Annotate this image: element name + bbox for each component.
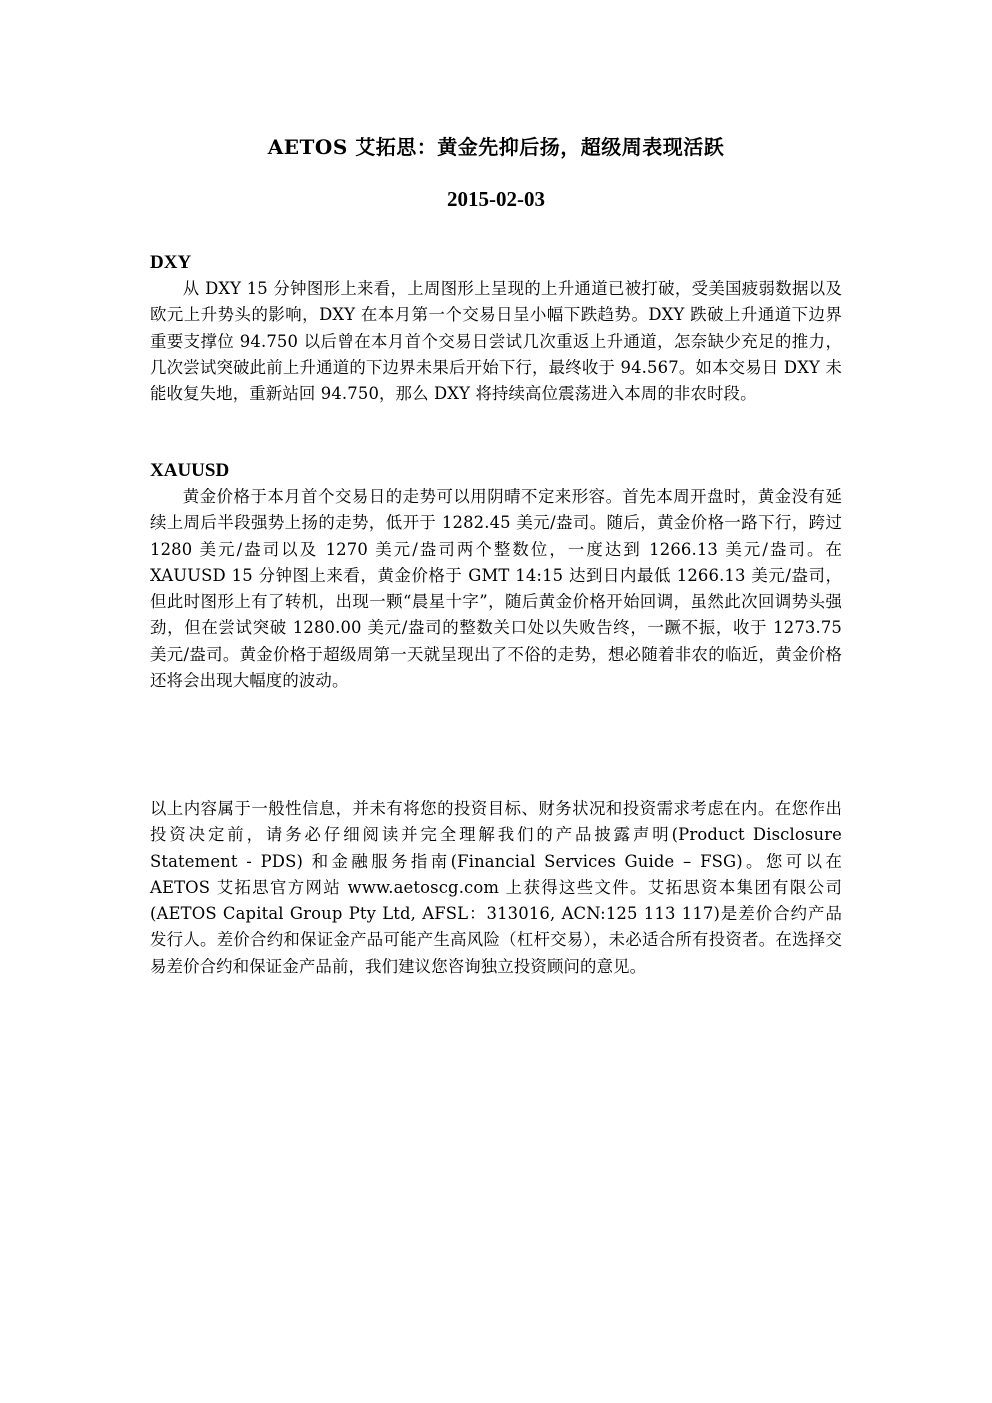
section-body-dxy: 从 DXY 15 分钟图形上来看，上周图形上呈现的上升通道已被打破，受美国疲弱数据以及欧元上升势头的影响，DXY 在本月第一个交易日呈小幅下跌趋势。DXY 跌破上升通道下边界重要支撑位 94.750 以后曾在本月首个交易日尝试几次重返上升通道，怎奈缺少充足的推力，几次尝试突破此前上升通道的下边界未果后开始下行，最终收于 94.567。如本交易日 DXY 未能收复失地，重新站回 94.750，那么 DXY 将持续高位震荡进入本周的非农时段。 — [150, 279, 842, 404]
section-heading-dxy: DXY — [150, 252, 192, 273]
section-heading-xauusd: XAUUSD — [150, 460, 230, 481]
section-body-xauusd: 黄金价格于本月首个交易日的走势可以用阴晴不定来形容。首先本周开盘时，黄金没有延续上周后半段强势上扬的走势，低开于 1282.45 美元/盎司。随后，黄金价格一路下行，跨过 1280 美元/盎司以及 1270 美元/盎司两个整数位，一度达到 1266.13 美元/盎司。在 XAUUSD 15 分钟图上来看，黄金价格于 GMT 14:15 达到日内最低 1266.13 美元/盎司，但此时图形上有了转机，出现一颗“晨星十字”，随后黄金价格开始回调，虽然此次回调势头强劲，但在尝试突破 1280.00 美元/盎司的整数关口处以失败告终，一蹶不振，收于 1273.75 美元/盎司。黄金价格于超级周第一天就呈现出了不俗的走势，想必随着非农的临近，黄金价格还将会出现大幅度的波动。 — [150, 487, 842, 691]
document-title: AETOS 艾拓思：黄金先抑后扬，超级周表现活跃 — [267, 135, 725, 159]
disclaimer-text: 以上内容属于一般性信息，并未有将您的投资目标、财务状况和投资需求考虑在内。在您作出投资决定前，请务必仔细阅读并完全理解我们的产品披露声明(Product Disclosure Statement - PDS) 和金融服务指南(Financial Services Guide – FSG)。您可以在 AETOS 艾拓思官方网站 www.aetoscg.com 上获得这些文件。艾拓思资本集团有限公司(AETOS Capital Group Pty Ltd, AFSL：313016, ACN:125 113 117)是差价合约产品发行人。差价合约和保证金产品可能产生高风险（杠杆交易），未必适合所有投资者。在选择交易差价合约和保证金产品前，我们建议您咨询独立投资顾问的意见。 — [150, 799, 842, 976]
document-date: 2015-02-03 — [447, 187, 545, 211]
